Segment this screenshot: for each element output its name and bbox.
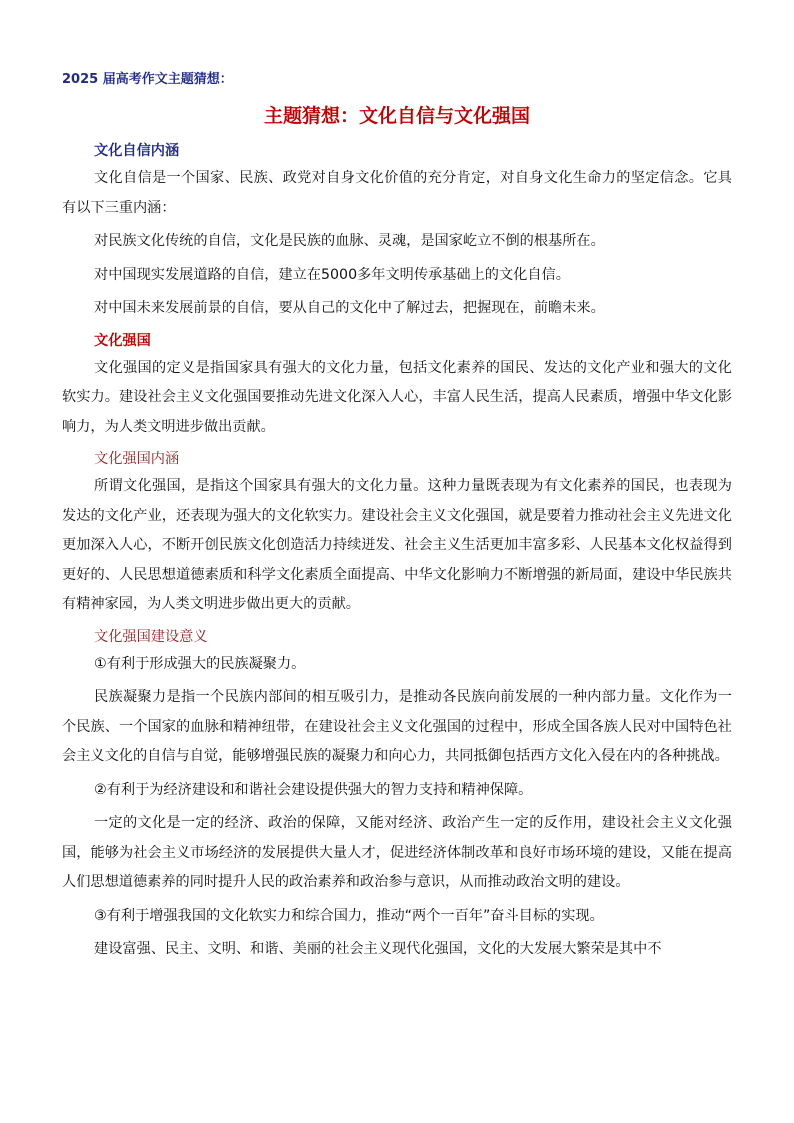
section-heading-construction-significance: 文化强国建设意义 bbox=[94, 628, 208, 645]
paragraph: 建设富强、民主、文明、和谐、美丽的社会主义现代化强国，文化的大发展大繁荣是其中不 bbox=[94, 941, 662, 957]
paragraph: 文化强国的定义是指国家具有强大的文化力量，包括文化素养的国民、发达的文化产业和强大的文化软实力。建设社会主义文化强国要推动先进文化深入人心，丰富人民生活，提高人民素质，增强中华文化影响力，为人类文明进步做出贡献。 bbox=[62, 359, 732, 435]
section-heading-cultural-power: 文化强国 bbox=[94, 332, 151, 349]
paragraph: 对中国现实发展道路的自信，建立在5000多年文明传承基础上的文化自信。 bbox=[94, 266, 570, 283]
document-body bbox=[62, 138, 732, 969]
section-heading-cultural-confidence: 文化自信内涵 bbox=[94, 143, 180, 159]
section-heading-cultural-power-meaning: 文化强国内涵 bbox=[94, 451, 180, 467]
paragraph: 对民族文化传统的自信，文化是民族的血脉、灵魂，是国家屹立不倒的根基所在。 bbox=[94, 233, 605, 249]
document-header: 2025 届高考作文主题猜想： bbox=[62, 72, 233, 87]
paragraph: 对中国未来发展前景的自信，要从自己的文化中了解过去，把握现在，前瞻未来。 bbox=[94, 300, 605, 316]
page-title: 主题猜想：文化自信与文化强国 bbox=[263, 105, 530, 127]
paragraph: 一定的文化是一定的经济、政治的保障，又能对经济、政治产生一定的反作用，建设社会主义文化强国，能够为社会主义市场经济的发展提供大量人才，促进经济体制改革和良好市场环境的建设，又能在提高人们思想道德素养的同时提升人民的政治素养和政治参与意识，从而推动政治文明的建设。 bbox=[62, 815, 732, 890]
paragraph: 民族凝聚力是指一个民族内部间的相互吸引力，是推动各民族向前发展的一种内部力量。文化作为一个民族、一个国家的血脉和精神纽带，在建设社会主义文化强国的过程中，形成全国各族人民对中国特色社会主义文化的自信与自觉，能够增强民族的凝聚力和向心力，共同抵御包括西方文化入侵在内的各种挑战。 bbox=[62, 689, 732, 764]
paragraph: 所谓文化强国，是指这个国家具有强大的文化力量。这种力量既表现为有文化素养的国民，也表现为发达的文化产业，还表现为强大的文化软实力。建设社会主义文化强国，就是要着力推动社会主义先进文化更加深入人心，不断开创民族文化创造活力持续迸发、社会主义生活更加丰富多彩、人民基本文化权益得到更好的、人民思想道德素质和科学文化素质全面提高、中华文化影响力不断增强的新局面，建设中华民族共有精神家园，为人类文明进步做出更大的贡献。 bbox=[62, 478, 732, 612]
list-item: ①有利于形成强大的民族凝聚力。 bbox=[94, 655, 306, 672]
paragraph: 文化自信是一个国家、民族、政党对自身文化价值的充分肯定，对自身文化生命力的坚定信念。它具有以下三重内涵： bbox=[62, 170, 732, 216]
list-item: ③有利于增强我国的文化软实力和综合国力，推动“两个一百年”奋斗目标的实现。 bbox=[94, 907, 604, 924]
list-item: ②有利于为经济建设和和谐社会建设提供强大的智力支持和精神保障。 bbox=[94, 781, 533, 798]
